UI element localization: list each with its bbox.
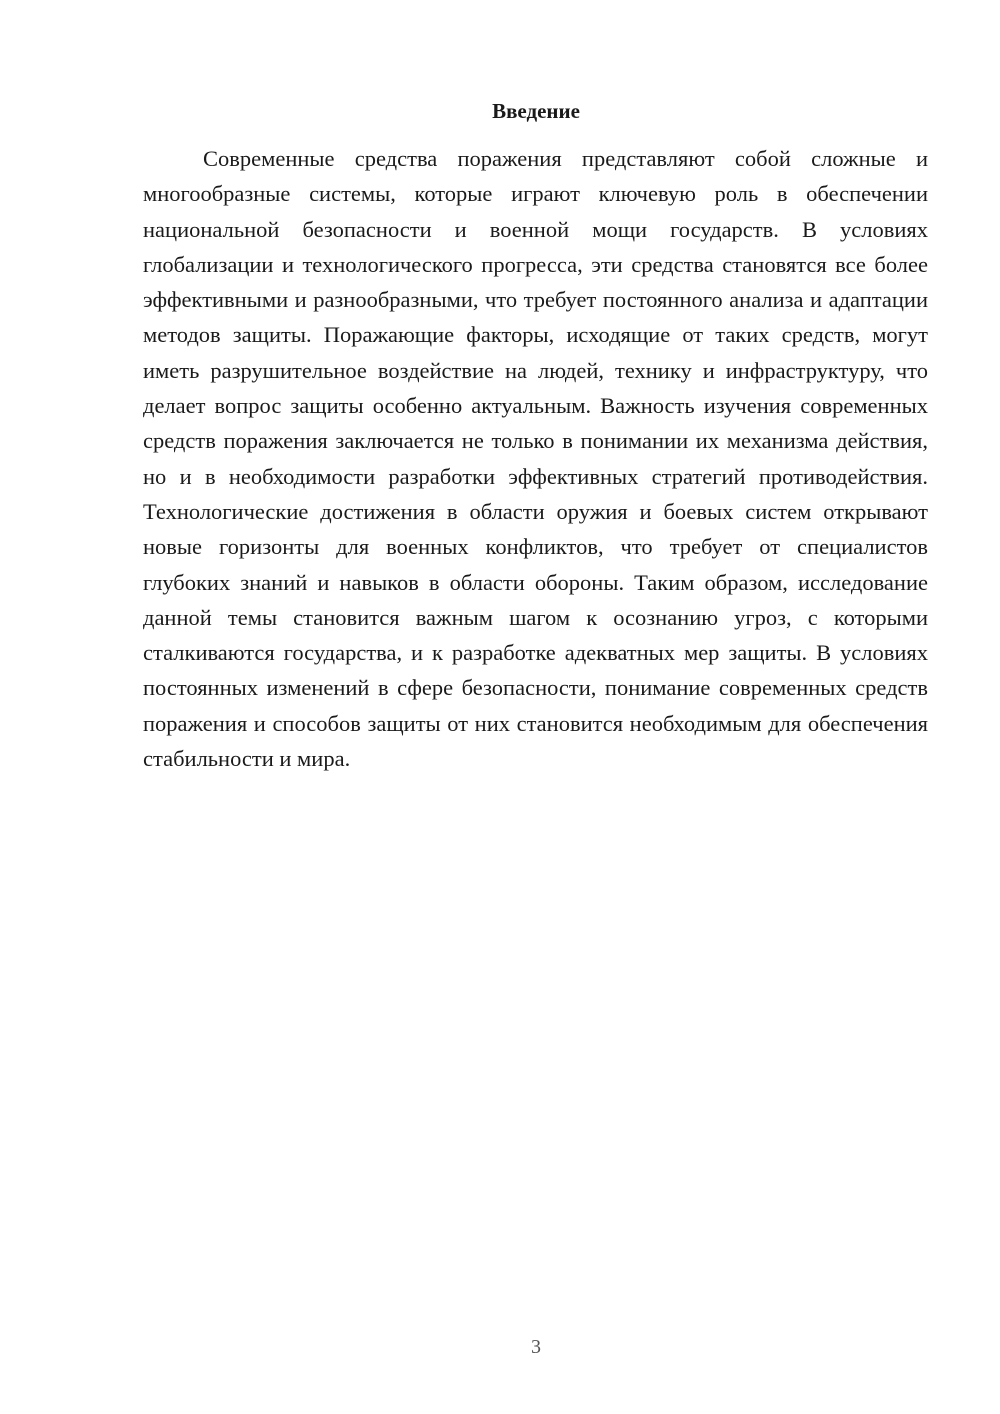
page-number: 3: [531, 1336, 541, 1358]
page-title: Введение: [492, 99, 580, 123]
body-paragraph: Современные средства поражения представляют собой сложные и многообразные системы, которые играют ключевую роль в обеспечении национальной безопасности и военной мощи государств. В условиях глобализации и технологического прогресса, эти средства становятся все более эффективными и разнообразными, что требует постоянного анализа и адаптации методов защиты. Поражающие факторы, исходящие от таких средств, могут иметь разрушительное воздействие на людей, технику и инфраструктуру, что делает вопрос защиты особенно актуальным. Важность изучения современных средств поражения заключается не только в понимании их механизма действия, но и в необходимости разработки эффективных стратегий противодействия. Технологические достижения в области оружия и боевых систем открывают новые горизонты для военных конфликтов, что требует от специалистов глубоких знаний и навыков в области обороны. Таким образом, исследование данной темы становится важным шагом к осознанию угроз, с которыми сталкиваются государства, и к разработке адекватных мер защиты. В условиях постоянных изменений в сфере безопасности, понимание современных средств поражения и способов защиты от них становится необходимым для обеспечения стабильности и мира.: [143, 146, 928, 772]
